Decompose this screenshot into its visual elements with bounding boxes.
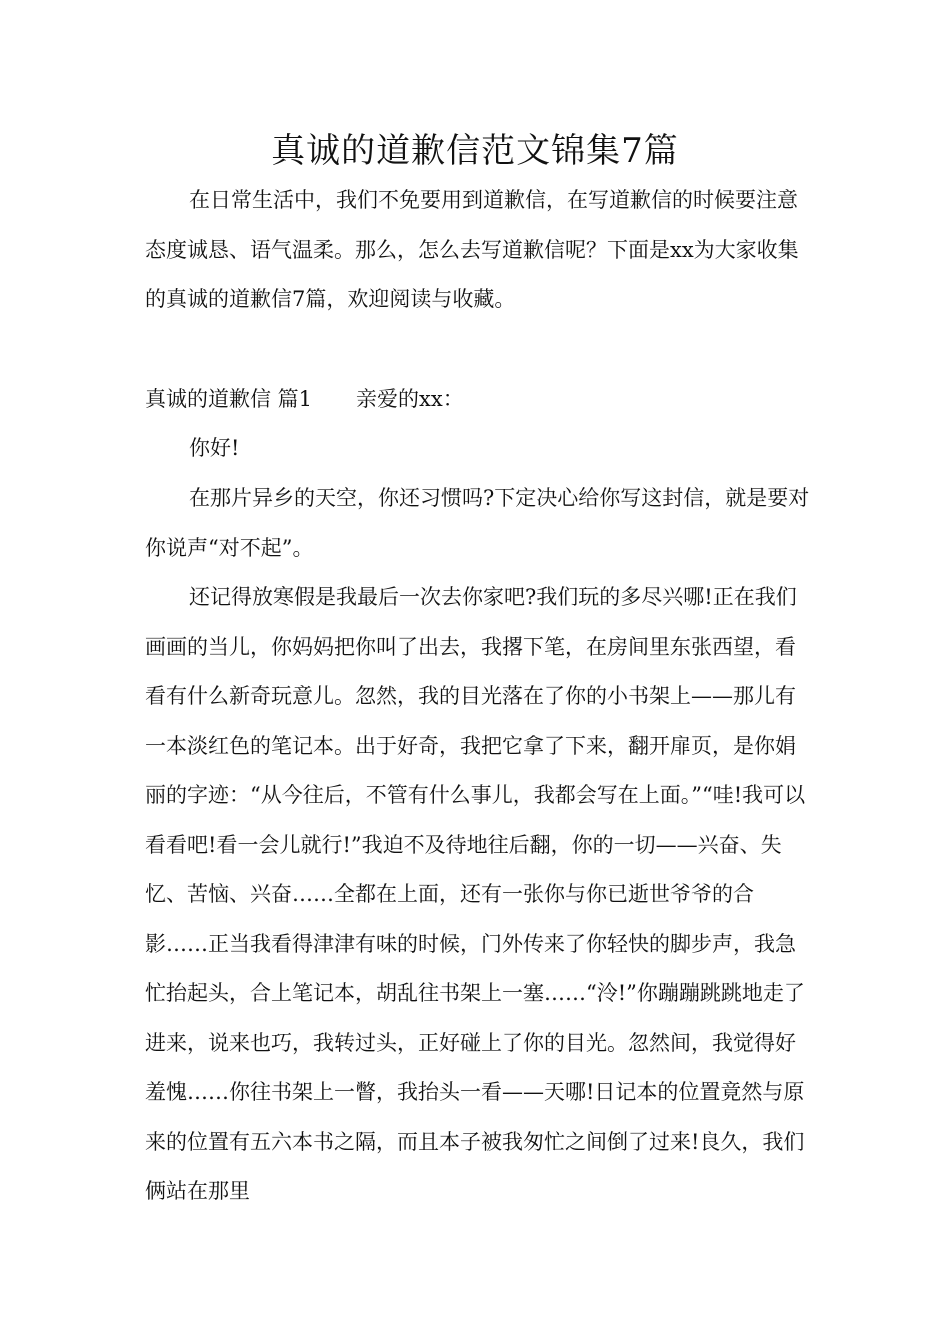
body-paragraph-1: 在那片异乡的天空，你还习惯吗?下定决心给你写这封信，就是要对你说声“对不起”。 (145, 486, 810, 560)
greeting: 你好! (189, 436, 240, 460)
body-paragraph-2: 还记得放寒假是我最后一次去你家吧?我们玩的多尽兴哪!正在我们画画的当儿，你妈妈把你叫了出去，我撂下笔，在房间里东张西望，看看有什么新奇玩意儿。忽然，我的目光落在了你的小书架上——那儿有一本淡红色的笔记本。出于好奇，我把它拿了下来，翻开扉页，是你娟丽的字迹：“从今往后，不管有什么事儿，我都会写在上面。”“哇!我可以看看吧!看一会儿就行!”我迫不及待地往后翻，你的一切——兴奋、失忆、苦恼、兴奋……全都在上面，还有一张你与你已逝世爷爷的合影……正当我看得津津有味的时候，门外传来了你轻快的脚步声，我急忙抬起头，合上笔记本，胡乱往书架上一塞……“泠!”你蹦蹦跳跳地走了进来，说来也巧，我转过头，正好碰上了你的目光。忽然间，我觉得好羞愧……你往书架上一瞥，我抬头一看——天哪!日记本的位置竟然与原来的位置有五六本书之隔，而且本子被我匆忙之间倒了过来!良久，我们俩站在那里 (145, 585, 806, 1203)
section-heading-line (145, 375, 815, 425)
salutation: 亲爱的xx： (356, 387, 464, 411)
section-heading: 真诚的道歉信 篇1 (145, 387, 313, 411)
page-title: 真诚的道歉信范文锦集7篇 (271, 131, 679, 171)
intro-paragraph: 在日常生活中，我们不免要用到道歉信，在写道歉信的时候要注意态度诚恳、语气温柔。那么，怎么去写道歉信呢？下面是xx为大家收集的真诚的道歉信7篇，欢迎阅读与收藏。 (145, 188, 799, 311)
